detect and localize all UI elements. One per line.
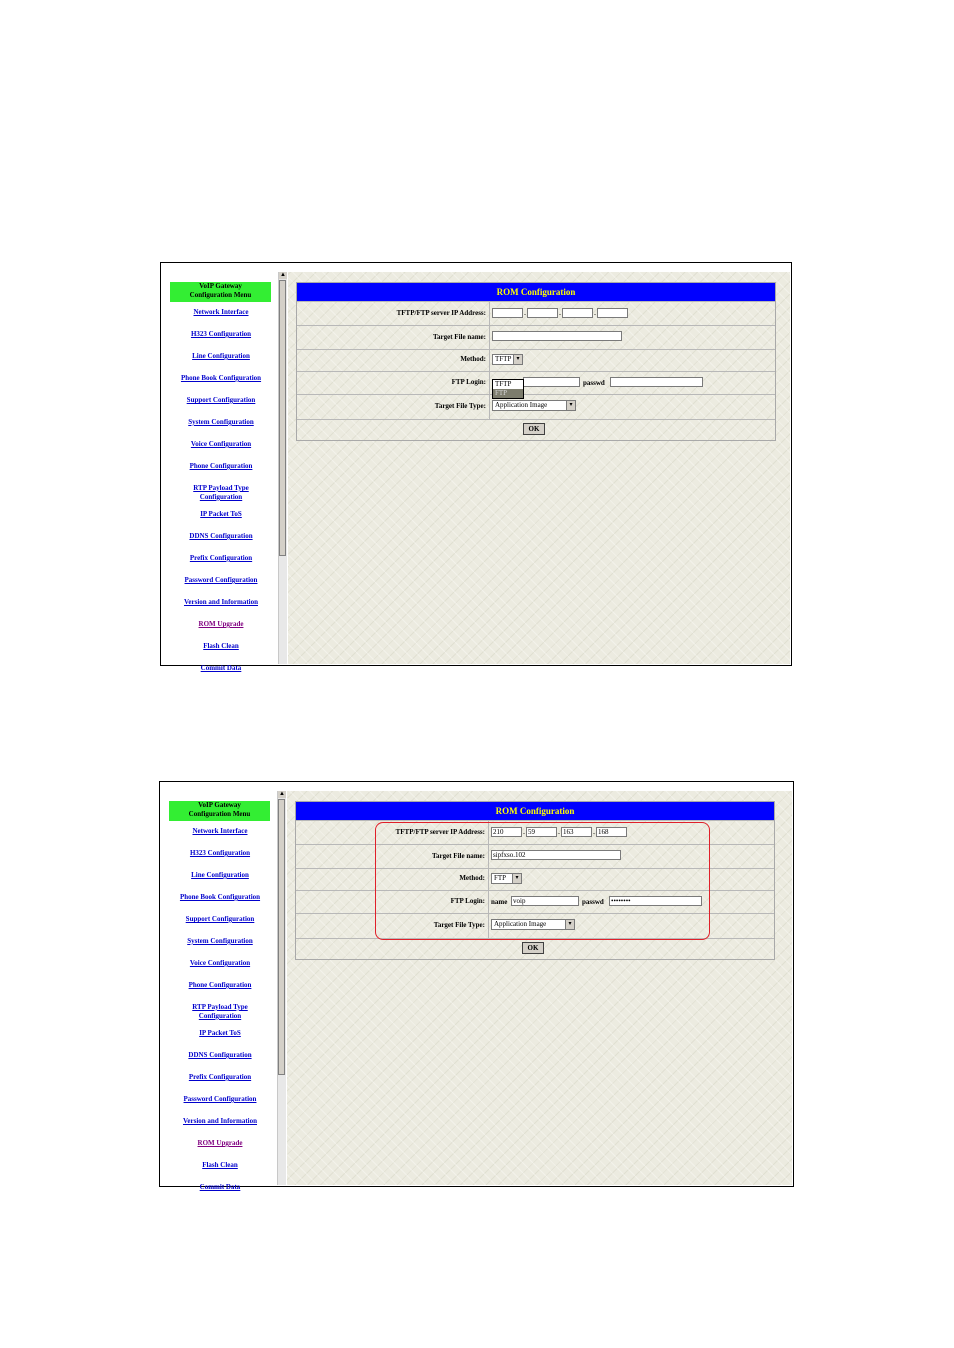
file-type-label: Target File Type: bbox=[433, 921, 485, 929]
menu-h323-configuration[interactable]: H323 Configuration bbox=[190, 330, 252, 338]
menu-ddns-configuration[interactable]: DDNS Configuration bbox=[188, 1051, 252, 1059]
row-divider bbox=[489, 395, 490, 419]
method-option-tftp[interactable]: TFTP bbox=[495, 380, 512, 388]
config-menu-sidebar bbox=[162, 264, 278, 672]
menu-rtp-line2: Configuration bbox=[199, 493, 243, 501]
menu-ip-packet-tos[interactable]: IP Packet ToS bbox=[199, 1029, 241, 1037]
passwd-label: passwd bbox=[582, 898, 604, 906]
menu-rtp-line1: RTP Payload Type bbox=[193, 484, 249, 492]
menu-title-line2: Configuration Menu bbox=[189, 291, 252, 299]
file-name-input[interactable]: sipfxso.102 bbox=[491, 850, 621, 860]
method-label: Method: bbox=[460, 355, 486, 363]
ok-button[interactable]: OK bbox=[523, 423, 545, 435]
ftp-name-input[interactable] bbox=[523, 377, 580, 387]
menu-title-line1: VoIP Gateway bbox=[199, 282, 242, 290]
method-dropdown-list bbox=[492, 379, 524, 399]
screenshot-tftp-method bbox=[160, 262, 792, 672]
method-select[interactable] bbox=[492, 354, 523, 365]
scroll-up-arrow-icon[interactable]: ▲ bbox=[279, 791, 285, 797]
menu-password-configuration[interactable]: Password Configuration bbox=[184, 576, 258, 584]
ip-octet-3[interactable] bbox=[562, 308, 593, 318]
row-divider bbox=[489, 372, 490, 394]
menu-prefix-configuration[interactable]: Prefix Configuration bbox=[188, 1073, 252, 1081]
panel-title: ROM Configuration bbox=[296, 802, 774, 820]
ip-label: TFTP/FTP server IP Address: bbox=[395, 828, 485, 836]
file-label: Target File name: bbox=[432, 333, 486, 341]
ftp-passwd-input[interactable]: •••••••• bbox=[609, 896, 702, 906]
file-type-select[interactable] bbox=[492, 400, 576, 411]
row-divider bbox=[489, 302, 490, 325]
panel-title: ROM Configuration bbox=[297, 283, 775, 301]
ip-dot: . bbox=[524, 308, 526, 317]
file-row bbox=[297, 325, 775, 349]
menu-title bbox=[169, 801, 270, 821]
menu-prefix-configuration[interactable]: Prefix Configuration bbox=[189, 554, 253, 562]
menu-commit-data[interactable]: Commit Data bbox=[199, 1183, 241, 1191]
file-type-select-value: Application Image bbox=[495, 401, 548, 409]
menu-phone-book-configuration[interactable]: Phone Book Configuration bbox=[179, 893, 261, 901]
file-name-input[interactable] bbox=[492, 331, 622, 341]
row-divider bbox=[489, 326, 490, 349]
ip-dot: . bbox=[559, 308, 561, 317]
menu-phone-configuration[interactable]: Phone Configuration bbox=[189, 462, 253, 470]
ip-octet-3[interactable]: 163 bbox=[561, 827, 592, 837]
method-option-ftp[interactable]: FTP bbox=[493, 389, 523, 398]
content-area bbox=[287, 791, 792, 1185]
menu-phone-configuration[interactable]: Phone Configuration bbox=[188, 981, 252, 989]
file-type-select-value: Application Image bbox=[494, 920, 547, 928]
menu-title-line2: Configuration Menu bbox=[188, 810, 251, 818]
ok-button[interactable]: OK bbox=[522, 942, 544, 954]
menu-voice-configuration[interactable]: Voice Configuration bbox=[190, 440, 252, 448]
scroll-thumb[interactable] bbox=[279, 280, 286, 556]
file-type-row bbox=[297, 394, 775, 419]
menu-ddns-configuration[interactable]: DDNS Configuration bbox=[189, 532, 253, 540]
scroll-up-arrow-icon[interactable]: ▲ bbox=[280, 272, 286, 278]
name-label: name bbox=[491, 898, 508, 906]
menu-rtp-payload-type[interactable] bbox=[162, 484, 280, 502]
method-select-value: FTP bbox=[494, 874, 507, 882]
scroll-thumb[interactable] bbox=[278, 799, 285, 1075]
sidebar-scrollbar[interactable] bbox=[277, 791, 286, 1185]
ip-row bbox=[297, 301, 775, 325]
menu-rtp-line1: RTP Payload Type bbox=[192, 1003, 248, 1011]
row-divider bbox=[489, 350, 490, 371]
menu-h323-configuration[interactable]: H323 Configuration bbox=[189, 849, 251, 857]
red-highlight-box bbox=[375, 822, 710, 940]
passwd-label: passwd bbox=[583, 379, 605, 387]
chevron-down-icon[interactable]: ▾ bbox=[513, 355, 522, 364]
chevron-down-icon[interactable]: ▾ bbox=[512, 874, 521, 883]
menu-line-configuration[interactable]: Line Configuration bbox=[191, 871, 249, 879]
menu-system-configuration[interactable]: System Configuration bbox=[188, 418, 254, 426]
menu-commit-data[interactable]: Commit Data bbox=[200, 664, 242, 672]
chevron-down-icon[interactable]: ▾ bbox=[566, 401, 575, 410]
menu-rtp-line2: Configuration bbox=[198, 1012, 242, 1020]
file-type-label: Target File Type: bbox=[434, 402, 486, 410]
menu-phone-book-configuration[interactable]: Phone Book Configuration bbox=[180, 374, 262, 382]
menu-ip-packet-tos[interactable]: IP Packet ToS bbox=[200, 510, 242, 518]
rom-config-panel bbox=[296, 282, 776, 441]
chevron-down-icon[interactable]: ▾ bbox=[565, 920, 574, 929]
ftp-login-label: FTP Login: bbox=[450, 897, 485, 905]
content-area bbox=[288, 272, 790, 664]
menu-version-and-information[interactable]: Version and Information bbox=[182, 1117, 258, 1125]
config-menu-sidebar bbox=[161, 783, 277, 1191]
ftp-login-row bbox=[297, 371, 775, 394]
sidebar-scrollbar[interactable] bbox=[278, 272, 287, 664]
method-select-value: TFTP bbox=[495, 355, 512, 363]
ip-octet-4[interactable] bbox=[597, 308, 628, 318]
menu-title bbox=[170, 282, 271, 302]
ip-dot: . bbox=[523, 827, 525, 836]
ftp-name-input[interactable]: voip bbox=[511, 896, 579, 906]
menu-voice-configuration[interactable]: Voice Configuration bbox=[189, 959, 251, 967]
method-row bbox=[297, 349, 775, 371]
ok-row bbox=[297, 419, 775, 440]
ip-octet-1[interactable] bbox=[492, 308, 523, 318]
menu-rom-upgrade[interactable]: ROM Upgrade bbox=[198, 620, 244, 628]
menu-flash-clean[interactable]: Flash Clean bbox=[203, 642, 239, 650]
menu-version-and-information[interactable]: Version and Information bbox=[183, 598, 259, 606]
menu-line-configuration[interactable]: Line Configuration bbox=[192, 352, 250, 360]
ip-label: TFTP/FTP server IP Address: bbox=[396, 309, 486, 317]
ip-dot: . bbox=[558, 827, 560, 836]
menu-title-line1: VoIP Gateway bbox=[198, 801, 241, 809]
menu-flash-clean[interactable]: Flash Clean bbox=[202, 1161, 238, 1169]
menu-rom-upgrade[interactable]: ROM Upgrade bbox=[197, 1139, 243, 1147]
method-label: Method: bbox=[459, 874, 485, 882]
ip-octet-4[interactable]: 168 bbox=[596, 827, 627, 837]
menu-support-configuration[interactable]: Support Configuration bbox=[186, 396, 256, 404]
menu-rtp-payload-type[interactable] bbox=[161, 1003, 279, 1021]
ip-octet-2[interactable] bbox=[527, 308, 558, 318]
menu-support-configuration[interactable]: Support Configuration bbox=[185, 915, 255, 923]
menu-system-configuration[interactable]: System Configuration bbox=[187, 937, 253, 945]
menu-network-interface[interactable]: Network Interface bbox=[193, 308, 249, 316]
ok-row bbox=[296, 938, 774, 959]
menu-password-configuration[interactable]: Password Configuration bbox=[183, 1095, 257, 1103]
ip-dot: . bbox=[593, 827, 595, 836]
ftp-passwd-input[interactable] bbox=[610, 377, 703, 387]
menu-network-interface[interactable]: Network Interface bbox=[192, 827, 248, 835]
ftp-login-label: FTP Login: bbox=[451, 378, 486, 386]
ip-dot: . bbox=[594, 308, 596, 317]
ip-octet-1[interactable]: 210 bbox=[491, 827, 522, 837]
file-label: Target File name: bbox=[431, 852, 485, 860]
screenshot-ftp-method bbox=[159, 781, 794, 1191]
ip-octet-2[interactable]: 59 bbox=[526, 827, 557, 837]
